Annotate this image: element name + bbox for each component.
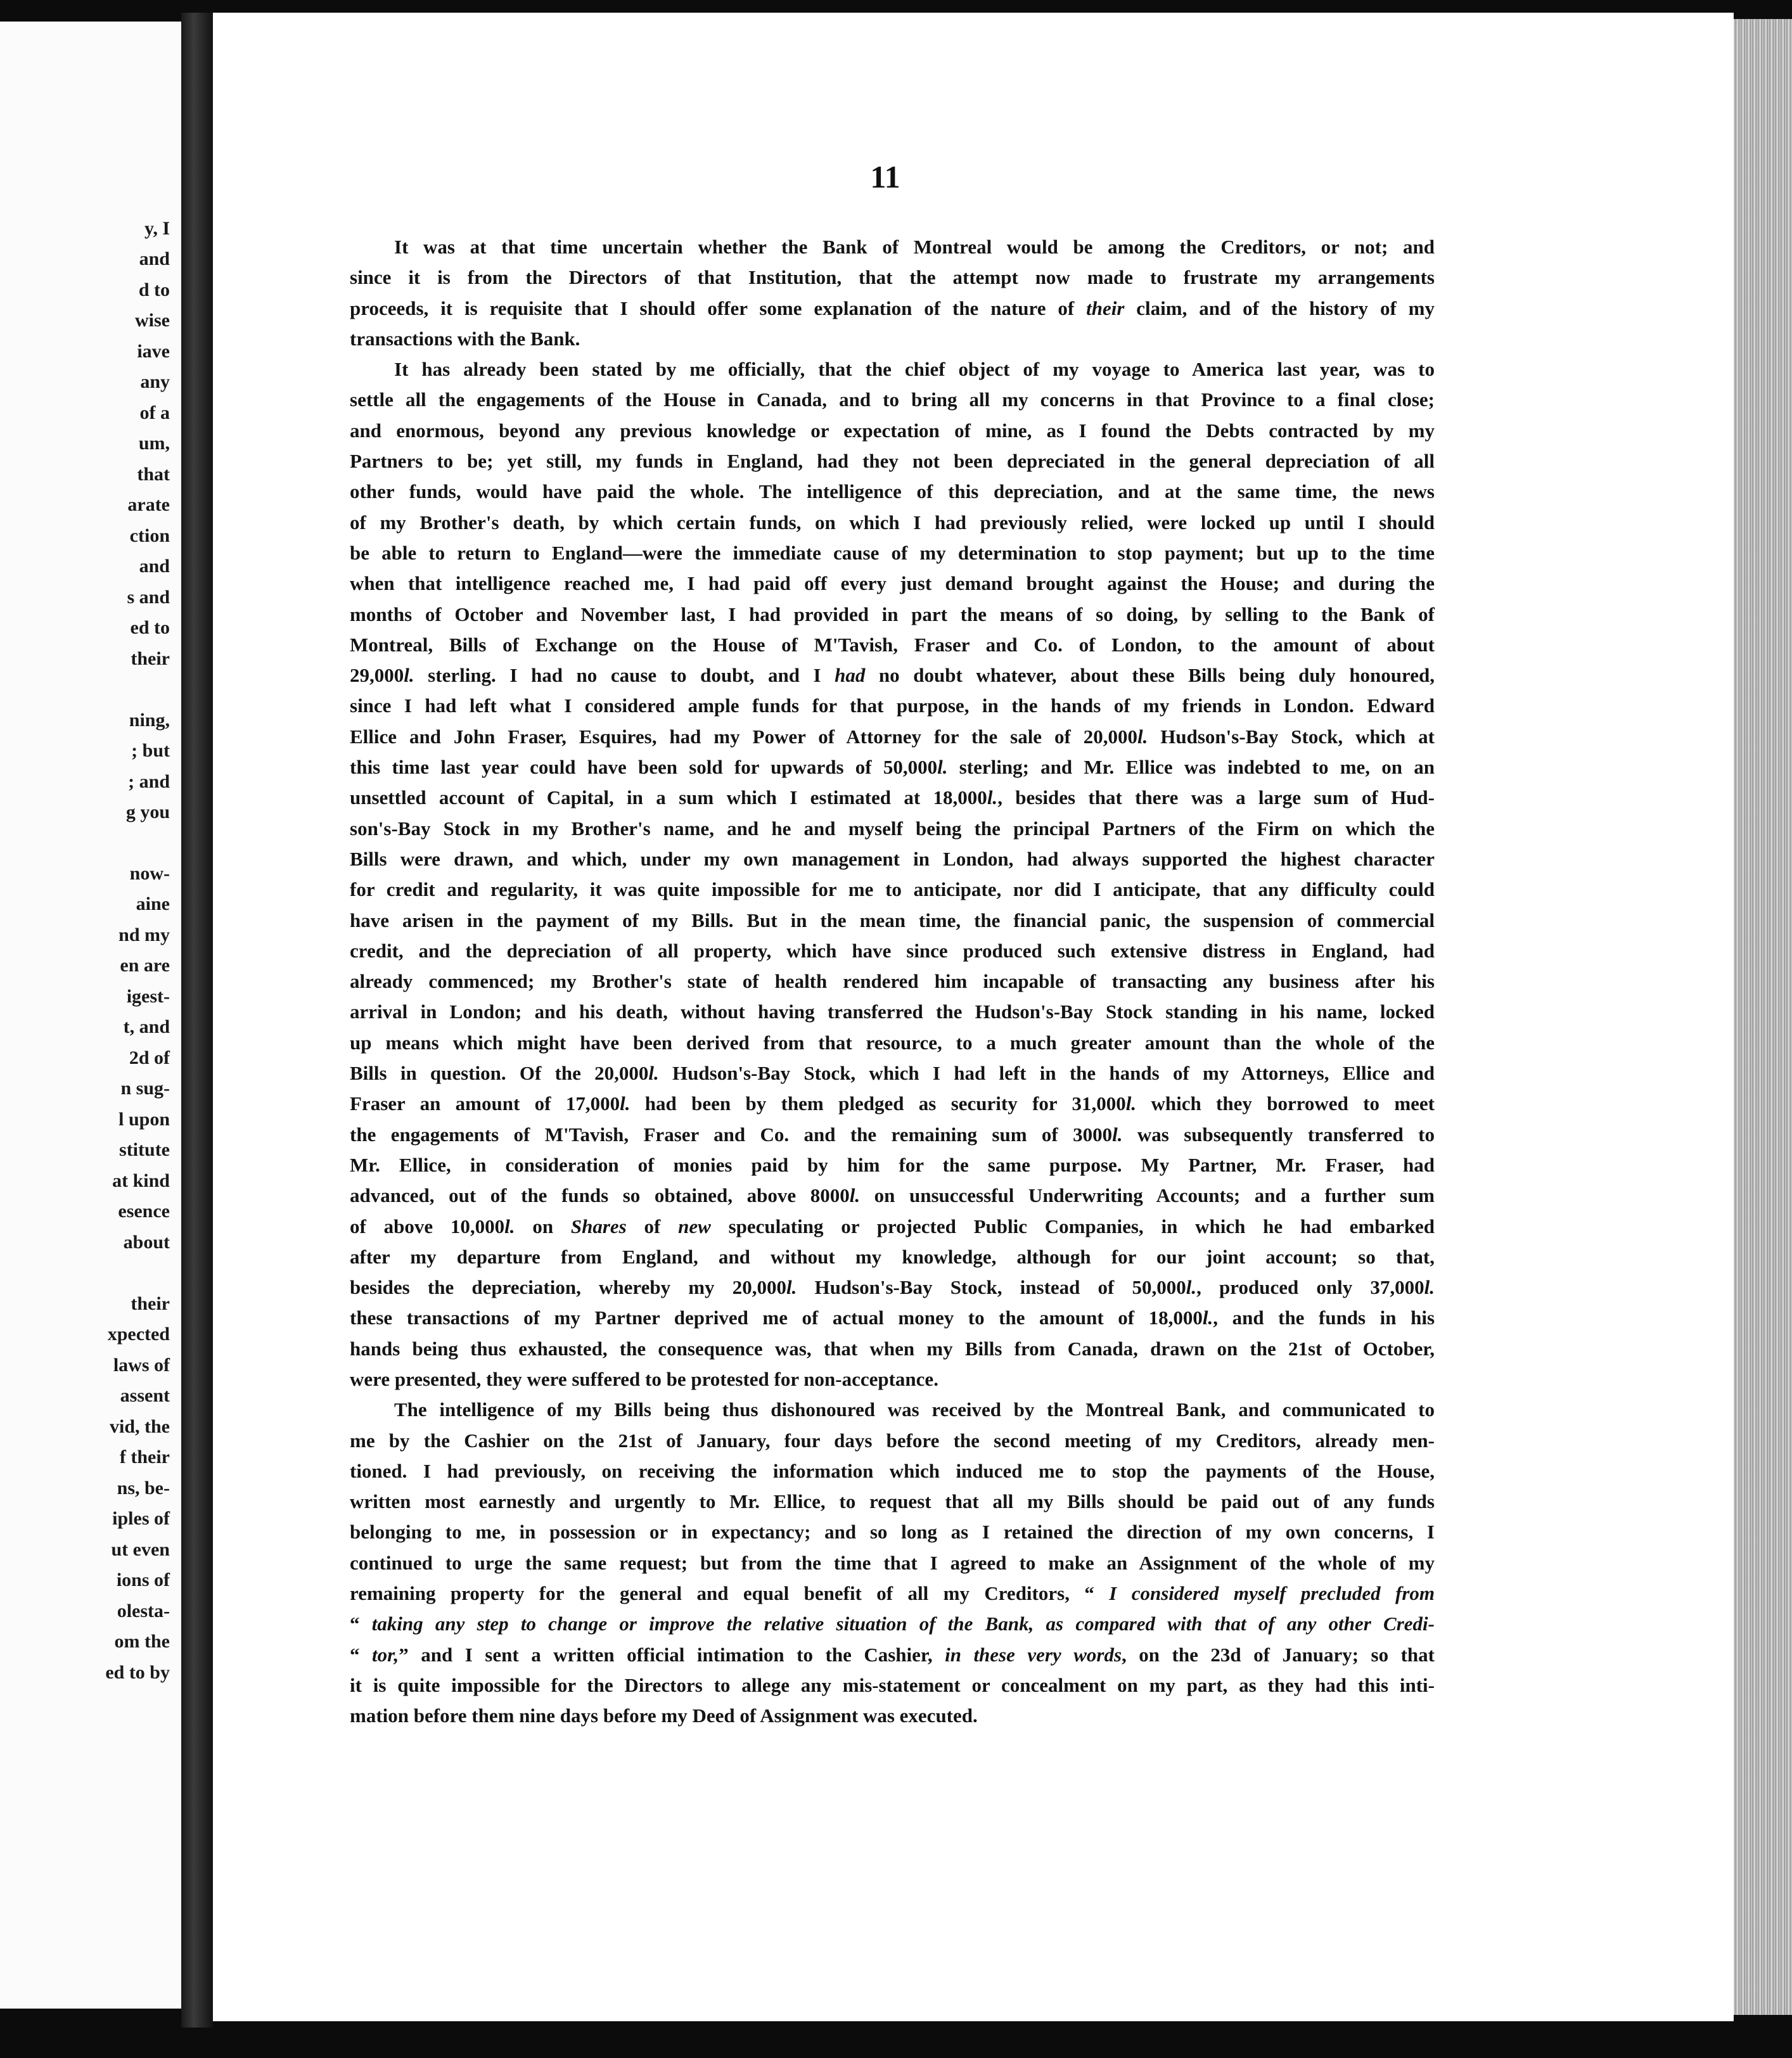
left-page-fragment: their [131,1293,170,1314]
left-page-fragment: any [140,371,170,392]
left-page-fragment: of a [139,402,170,423]
text-line [350,1334,1435,1364]
text-run: Ellice and John Fraser, Esquires, had my Power of Attorney for the sale of 20,000 [350,725,1137,748]
text-line [350,1120,1435,1150]
text-line [350,324,1435,354]
left-page-fragment: iave [137,341,170,362]
text-line [350,966,1435,997]
text-run: after my departure from England, and without my knowledge, although for our joint account; so that, [350,1245,1435,1268]
text-line [350,1058,1435,1089]
left-page-fragment: t, and [123,1016,170,1037]
text-line [350,354,1435,385]
text-run: Bills in question. Of the 20,000 [350,1062,649,1085]
text-run: “ [350,1613,372,1635]
text-line [350,1456,1435,1486]
italic-text-run: had [835,664,866,687]
left-page-fragment: laws of [113,1355,170,1376]
text-run: on unsuccessful Underwriting Accounts; and a further sum [860,1184,1435,1207]
text-run: transactions with the Bank. [350,327,580,350]
text-run: these transactions of my Partner deprived me of actual money to the amount of 18,000 [350,1307,1203,1329]
italic-text-run: new [678,1215,711,1237]
left-page-fragment: ; but [131,740,170,761]
text-line [350,1701,1435,1731]
text-run: which they borrowed to meet [1136,1092,1435,1115]
left-page-fragment: ns, be- [117,1478,170,1499]
italic-text-run: Shares [570,1215,627,1237]
left-page-fragment: en are [120,955,170,976]
text-line [350,1028,1435,1058]
left-facing-page [0,22,181,2009]
left-page-fragment: their [131,648,170,669]
italic-text-run: their [1086,297,1125,319]
page-number: 11 [870,159,900,195]
left-page-fragment: olesta- [117,1601,170,1621]
left-page-fragment: wise [135,310,170,331]
text-run: of my Brother's death, by which certain funds, on which I had previously relied, were locked up until I should [350,511,1435,534]
text-run: son's-Bay Stock in my Brother's name, and he and myself being the principal Partners of the Firm on which the [350,817,1435,840]
italic-text-run: l. [1424,1276,1435,1299]
text-run: when that intelligence reached me, I had paid off every just demand brought against the House; and during the [350,572,1435,595]
text-run: other funds, would have paid the whole. The intelligence of this depreciation, and at the same time, the news [350,480,1435,503]
italic-text-run: l. [1186,1276,1197,1299]
left-page-fragment: ut even [111,1539,170,1560]
italic-text-run: l. [1125,1092,1137,1115]
left-page-fragment: about [123,1232,170,1253]
left-page-fragment: ction [129,525,170,546]
text-line [350,1242,1435,1272]
text-run: sterling; and Mr. Ellice was indebted to me, on an [947,756,1435,779]
text-line [350,1395,1435,1425]
text-run: of above 10,000 [350,1215,505,1237]
text-run: have arisen in the payment of my Bills. But in the mean time, the financial panic, the suspension of commercial [350,909,1435,931]
text-run: of [626,1215,679,1237]
text-line [350,385,1435,415]
italic-text-run: taking any step to change or improve the relative situation of the Bank, as compared with that of any other Credi- [371,1613,1435,1635]
text-line [350,1303,1435,1333]
text-run: and enormous, beyond any previous knowledge or expectation of mine, as I found the Debts contracted by my [350,419,1435,442]
text-run: speculating or projected Public Companies, in which he had embarked [710,1215,1435,1237]
text-run: the engagements of M'Tavish, Fraser and Co. and the remaining sum of 3000 [350,1123,1113,1146]
italic-text-run: tor, [372,1643,399,1666]
text-run: no doubt whatever, about these Bills being duly honoured, [865,664,1435,687]
text-line [350,446,1435,476]
text-run: “ [350,1643,373,1666]
text-line [350,1180,1435,1211]
text-run: Hudson's-Bay Stock, instead of 50,000 [797,1276,1186,1299]
text-line [350,844,1435,874]
text-run: had been by them pledged as security for 31,000 [630,1092,1126,1115]
left-page-fragment: ions of [116,1569,170,1590]
italic-text-run: l. [504,1215,515,1237]
text-line [350,262,1435,293]
text-run: claim, and of the history of my [1124,297,1435,319]
italic-text-run: l. [987,786,998,809]
text-line [350,660,1435,691]
left-page-fragment: y, I [144,218,170,239]
text-run: hands being thus exhausted, the consequence was, that when my Bills from Canada, drawn on the 21st of October, [350,1337,1435,1360]
text-line [350,691,1435,721]
text-run: , produced only 37,000 [1196,1276,1424,1299]
text-line [350,1609,1435,1639]
text-run: be able to return to England—were the immediate cause of my determination to stop payment; but up to the time [350,541,1435,564]
left-page-fragment: xpected [107,1324,170,1345]
page-stack-edge [1734,19,1792,2015]
left-page-fragment: iples of [112,1508,170,1529]
text-run: Hudson's-Bay Stock, which I had left in the hands of my Attorneys, Ellice and [658,1062,1435,1085]
text-line [350,814,1435,844]
text-run: continued to urge the same request; but from the time that I agreed to make an Assignment of the whole of my [350,1551,1435,1574]
text-line [350,476,1435,507]
left-page-fragment: and [139,556,170,577]
italic-text-run: l. [786,1276,797,1299]
text-line [350,568,1435,599]
text-run: besides the depreciation, whereby my 20,000 [350,1276,786,1299]
left-page-fragment: igest- [126,986,170,1007]
book-gutter [181,13,213,2028]
italic-text-run: l. [620,1092,630,1115]
text-run: mation before them nine days before my Deed of Assignment was executed. [350,1704,978,1727]
text-line [350,1486,1435,1517]
text-run: were presented, they were suffered to be protested for non-acceptance. [350,1367,938,1390]
text-run: Montreal, Bills of Exchange on the House of M'Tavish, Fraser and Co. of London, to the amount of about [350,633,1435,656]
left-page-fragment: that [137,464,170,485]
left-page-fragment: at kind [112,1170,170,1191]
text-line [350,1364,1435,1395]
text-line [350,1426,1435,1456]
text-run: It has already been stated by me officially, that the chief object of my voyage to America last year, was to [394,358,1435,381]
text-run: , besides that there was a large sum of Hud- [997,786,1435,809]
text-line [350,783,1435,813]
text-run: for credit and regularity, it was quite impossible for me to anticipate, nor did I anticipate, that any difficulty could [350,878,1435,901]
text-run: sterling. I had no cause to doubt, and I [414,664,835,687]
left-page-fragment: um, [138,433,170,454]
text-run: this time last year could have been sold for upwards of 50,000 [350,756,938,779]
text-line [350,416,1435,446]
italic-text-run: l. [1202,1307,1213,1329]
left-page-fragment: and [139,248,170,269]
left-page-fragment: ed to [130,617,170,638]
left-page-fragment: l upon [118,1109,170,1130]
text-run: It was at that time uncertain whether the Bank of Montreal would be among the Creditors, or not; and [394,236,1435,258]
text-run: on [515,1215,571,1237]
left-page-fragment: now- [129,863,170,884]
left-page-fragment: assent [120,1385,170,1406]
text-run: remaining property for the general and equal benefit of all my Creditors, “ [350,1582,1110,1605]
left-page-fragment: s and [127,587,170,608]
left-page-fragment: n sug- [120,1078,170,1099]
text-line [350,1578,1435,1609]
text-line [350,232,1435,262]
text-line [350,599,1435,630]
text-run: arrival in London; and his death, without having transferred the Hudson's-Bay Stock standing in his name, locked [350,1000,1435,1023]
italic-text-run: l. [937,756,948,779]
text-run: tioned. I had previously, on receiving the information which induced me to stop the payments of the House, [350,1459,1435,1482]
text-run: written most earnestly and urgently to Mr. Ellice, to request that all my Bills should be paid out of any funds [350,1490,1435,1513]
text-line [350,1211,1435,1242]
text-run: proceeds, it is requisite that I should offer some explanation of the nature of [350,297,1087,319]
text-run: since I had left what I considered ample funds for that purpose, in the hands of my friends in London. Edward [350,694,1435,717]
text-run: , on the 23d of January; so that [1122,1643,1435,1666]
text-run: unsettled account of Capital, in a sum which I estimated at 18,000 [350,786,987,809]
left-page-fragment: ed to by [105,1662,170,1683]
text-run: up means which might have been derived from that resource, to a much greater amount than the whole of the [350,1031,1435,1054]
text-line [350,1517,1435,1547]
text-run: The intelligence of my Bills being thus dishonoured was received by the Montreal Bank, and communicated to [394,1398,1435,1421]
text-line [350,722,1435,752]
italic-text-run: l. [404,664,414,687]
text-run: credit, and the depreciation of all property, which have since produced such extensive distress in England, had [350,939,1435,962]
text-run: ” and I sent a written official intimation to the Cashier, [399,1643,945,1666]
text-run: Mr. Ellice, in consideration of monies paid by him for the same purpose. My Partner, Mr. Fraser, had [350,1153,1435,1176]
left-page-fragment: d to [138,279,170,300]
left-page-fragment: nd my [118,924,170,945]
text-line [350,1548,1435,1578]
text-line [350,997,1435,1027]
text-line [350,293,1435,324]
text-run: Partners to be; yet still, my funds in England, had they not been depreciated in the general depreciation of all [350,450,1435,473]
text-line [350,1089,1435,1119]
text-line [350,936,1435,966]
italic-text-run: in these very words [945,1643,1122,1666]
text-run: it is quite impossible for the Directors to allege any mis-statement or concealment on my part, as they had this inti- [350,1673,1435,1696]
italic-text-run: l. [849,1184,861,1207]
text-line [350,1150,1435,1180]
text-line [350,630,1435,660]
text-line [350,538,1435,568]
left-page-fragment: aine [136,893,170,914]
text-run: already commenced; my Brother's state of health rendered him incapable of transacting any business after his [350,970,1435,993]
left-page-fragment: ; and [128,771,170,792]
left-page-fragment: 2d of [129,1047,170,1068]
left-page-fragment: esence [118,1201,170,1222]
text-run: months of October and November last, I had provided in part the means of so doing, by selling to the Bank of [350,603,1435,625]
text-run: me by the Cashier on the 21st of January, four days before the second meeting of my Creditors, already men- [350,1429,1435,1452]
text-run: advanced, out of the funds so obtained, above 8000 [350,1184,850,1207]
text-line [350,905,1435,936]
text-line [350,1670,1435,1701]
left-page-fragment: arate [127,494,170,515]
left-page-fragment: stitute [119,1139,170,1160]
text-line [350,1272,1435,1303]
text-run: Fraser an amount of 17,000 [350,1092,620,1115]
italic-text-run: l. [1112,1123,1123,1146]
text-line [350,1640,1435,1670]
left-page-fragment: vid, the [109,1416,170,1437]
text-run: belonging to me, in possession or in expectancy; and so long as I retained the direction of my own concerns, I [350,1521,1435,1544]
left-page-fragment: ning, [129,710,170,731]
left-page-fragment: f their [119,1447,170,1467]
body-text [350,232,1435,1732]
text-run: since it is from the Directors of that Institution, that the attempt now made to frustrate my arrangements [350,266,1435,289]
italic-text-run: I considered myself precluded from [1109,1582,1435,1605]
left-page-fragment: g you [125,802,170,822]
text-run: was subsequently transferred to [1122,1123,1435,1146]
text-run: 29,000 [350,664,404,687]
text-line [350,752,1435,783]
text-line [350,508,1435,538]
italic-text-run: l. [1137,725,1148,748]
text-run: , and the funds in his [1213,1307,1435,1329]
italic-text-run: l. [648,1062,659,1085]
text-run: Hudson's-Bay Stock, which at [1148,725,1435,748]
text-run: Bills were drawn, and which, under my own management in London, had always supported the highest character [350,847,1435,870]
left-page-fragment: om the [114,1631,170,1652]
text-run: settle all the engagements of the House in Canada, and to bring all my concerns in that Province to a final close; [350,388,1435,411]
text-line [350,874,1435,905]
